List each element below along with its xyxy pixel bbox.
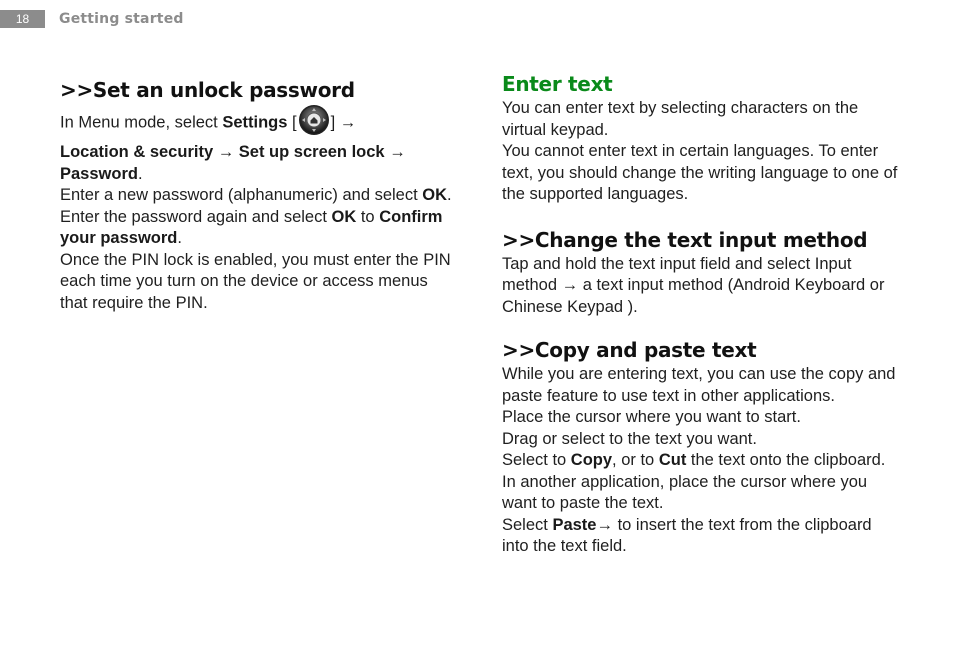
home-key-icon (298, 104, 330, 136)
unlock-step-1: In Menu mode, select Settings [ ] → (60, 110, 455, 136)
unlock-step-2: Location & security → Set up screen lock → Password. (60, 143, 406, 183)
enter-text-p2: You cannot enter text in certain languages. To enter text, you should change the writing language to one of the supported languages. (502, 142, 898, 203)
copy-paste-p5: In another application, place the cursor where you want to paste the text. (502, 472, 868, 512)
page-number: 18 (0, 10, 45, 28)
copy-paste-heading: >>Copy and paste text (502, 338, 757, 362)
copy-paste-p3: Drag or select to the text you want. (502, 429, 757, 448)
enter-text-heading: Enter text (502, 72, 613, 96)
change-input-p1: Tap and hold the text input field and select Input method → a text input method (Android Keyboard or Chinese Keypad ). (502, 254, 885, 316)
unlock-password-heading: >>Set an unlock password (60, 78, 355, 102)
unlock-step-4: Enter the password again and select OK to Confirm your password. (60, 207, 443, 247)
enter-text-p1: You can enter text by selecting characters on the virtual keypad. (502, 99, 859, 139)
copy-paste-p6: Select Paste→ to insert the text from the clipboard into the text field. (502, 515, 872, 555)
left-column (60, 76, 455, 314)
unlock-step-5: Once the PIN lock is enabled, you must enter the PIN each time you turn on the device or access menus that require the PIN. (60, 250, 451, 312)
unlock-step-3: Enter a new password (alphanumeric) and select OK. (60, 186, 452, 204)
right-column (502, 70, 902, 558)
copy-paste-p2: Place the cursor where you want to start. (502, 408, 801, 426)
section-title: Getting started (59, 11, 184, 27)
copy-paste-p4: Select to Copy, or to Cut the text onto the clipboard. (502, 451, 886, 469)
copy-paste-p1: While you are entering text, you can use the copy and paste feature to use text in other applications. (502, 365, 896, 405)
change-input-heading: >>Change the text input method (502, 227, 868, 252)
